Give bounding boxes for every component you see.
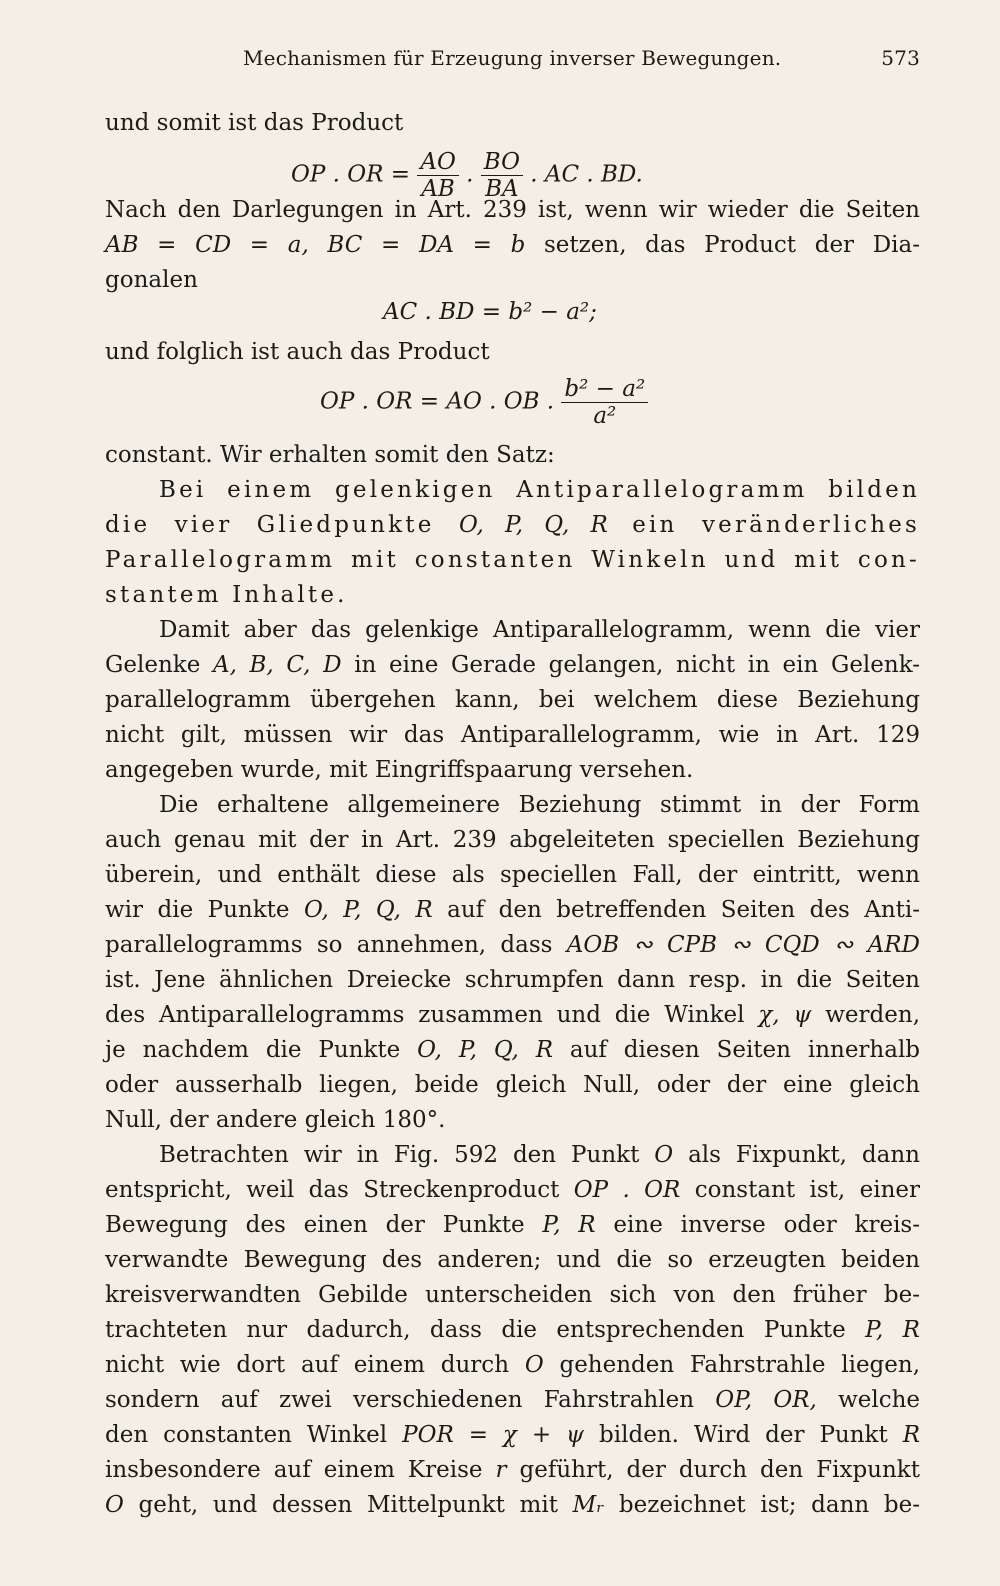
math-inline: O [654, 1142, 674, 1168]
text-line [105, 335, 920, 370]
text: geführt, der durch den Fixpunkt [519, 1457, 920, 1483]
text-line [105, 823, 920, 858]
text: als Fixpunkt, dann [688, 1142, 920, 1168]
text-line [105, 106, 920, 141]
text: wir die Punkte [105, 897, 290, 923]
book-page [105, 0, 920, 1586]
text: Gelenke [105, 652, 201, 678]
text-line [105, 1383, 920, 1418]
text-line [105, 683, 920, 718]
formula-part: . AC . BD. [530, 161, 643, 188]
math-inline: OP, OR, [715, 1387, 817, 1413]
text: die vier Gliedpunkte [105, 512, 435, 538]
text-line [105, 753, 920, 788]
math-inline: R [902, 1422, 921, 1448]
text: trachteten nur dadurch, dass die entsprechenden Punkte [105, 1317, 846, 1343]
text-line [105, 1208, 920, 1243]
text: werden, [825, 1002, 921, 1028]
text-line [105, 788, 920, 823]
text: des Antiparallelogramms zusammen und die Winkel [105, 1002, 745, 1028]
numerator: BO [481, 149, 523, 176]
text-line [105, 1068, 920, 1103]
text: parallelogramm übergehen kann, bei welchem diese Beziehung [105, 687, 920, 713]
text-line [105, 1243, 920, 1278]
text: Damit aber das gelenkige Antiparallelogramm, wenn die vier [159, 617, 920, 643]
text: stantem Inhalte. [105, 582, 348, 608]
text: ist. Jene ähnlichen Dreiecke schrumpfen dann resp. in die Seiten [105, 967, 920, 993]
formula-constant-product [105, 370, 920, 438]
math-inline: AOB ∾ CPB ∾ CQD ∾ ARD [566, 932, 920, 958]
text: oder ausserhalb liegen, beide gleich Null, oder der eine gleich [105, 1072, 920, 1098]
formula-diagonals [105, 293, 920, 335]
text-line [105, 438, 920, 473]
text-line [105, 648, 920, 683]
formula-part: . [466, 161, 481, 188]
text: Die erhaltene allgemeinere Beziehung stimmt in der Form [159, 792, 920, 818]
text-line [105, 1278, 920, 1313]
text: auch genau mit der in Art. 239 abgeleiteten speciellen Beziehung [105, 827, 920, 853]
denominator: a² [593, 403, 617, 429]
text: Null, der andere gleich 180°. [105, 1107, 446, 1133]
text: verwandte Bewegung des anderen; und die so erzeugten beiden [105, 1247, 920, 1273]
text-line [105, 893, 920, 928]
text-line [105, 998, 920, 1033]
text: insbesondere auf einem Kreise [105, 1457, 483, 1483]
text-line [105, 963, 920, 998]
header-title: Mechanismen für Erzeugung inverser Bewegungen. [243, 46, 782, 70]
formula-text: AC . BD = b² − a²; [383, 299, 597, 325]
theorem-line [105, 578, 920, 613]
text: nicht wie dort auf einem durch [105, 1352, 510, 1378]
text-line [105, 1488, 920, 1523]
text-line [105, 928, 920, 963]
text: Nach den Darlegungen in Art. 239 ist, wenn wir wieder die Seiten [105, 197, 920, 223]
fraction [481, 149, 523, 202]
text-line [105, 613, 920, 648]
fraction [561, 376, 648, 429]
text: welche [838, 1387, 921, 1413]
math-inline: POR = χ + ψ [402, 1422, 585, 1448]
text: sondern auf zwei verschiedenen Fahrstrahlen [105, 1387, 695, 1413]
math-inline: A, B, C, D [212, 652, 342, 678]
formula-part: OP . OR = [291, 161, 418, 188]
text: gehenden Fahrstrahle liegen, [559, 1352, 921, 1378]
text: setzen, das Product der Dia- [544, 232, 920, 258]
text: den constanten Winkel [105, 1422, 388, 1448]
theorem-line [105, 543, 920, 578]
text: eine inverse oder kreis- [613, 1212, 920, 1238]
text-line [105, 1418, 920, 1453]
text: constant ist, einer [694, 1177, 921, 1203]
text-line [105, 1033, 920, 1068]
math-inline: Mᵣ [572, 1492, 605, 1518]
math-inline: P, R [542, 1212, 596, 1238]
numerator: AO [417, 149, 458, 176]
text-line [105, 228, 920, 263]
page-body [105, 106, 920, 1523]
text: Bewegung des einen der Punkte [105, 1212, 525, 1238]
text-line [105, 718, 920, 753]
formula-part: OP . OR = AO . OB . [320, 388, 562, 415]
text: angegeben wurde, mit Eingriffspaarung versehen. [105, 757, 694, 783]
text-line [105, 1138, 920, 1173]
text: in eine Gerade gelangen, nicht in ein Gelenk- [354, 652, 921, 678]
math-inline: AB = CD = a, BC = DA = b [105, 232, 526, 258]
math-inline: r [495, 1457, 507, 1483]
text-line [105, 1313, 920, 1348]
page-number: 573 [881, 46, 920, 70]
theorem-line [105, 473, 920, 508]
text: Betrachten wir in Fig. 592 den Punkt [159, 1142, 640, 1168]
math-inline: O [524, 1352, 544, 1378]
text-line [105, 1103, 920, 1138]
text: gonalen [105, 267, 198, 293]
math-inline: O, P, Q, R [417, 1037, 554, 1063]
math-inline: OP . OR [573, 1177, 681, 1203]
formula-product-ratio [105, 141, 920, 202]
theorem-line [105, 508, 920, 543]
text: parallelogramms so annehmen, dass [105, 932, 553, 958]
text: bezeichnet ist; dann be- [618, 1492, 921, 1518]
text-line [105, 858, 920, 893]
text-line [105, 1453, 920, 1488]
text: constant. Wir erhalten somit den Satz: [105, 442, 555, 468]
text: auf den betreffenden Seiten des Anti- [447, 897, 921, 923]
text: nicht gilt, müssen wir das Antiparallelogramm, wie in Art. 129 [105, 722, 920, 748]
text-line [105, 1348, 920, 1383]
math-inline: χ, ψ [758, 1002, 812, 1028]
denominator: AB [421, 176, 455, 202]
text: geht, und dessen Mittelpunkt mit [138, 1492, 558, 1518]
text: überein, und enthält diese als speciellen Fall, der eintritt, wenn [105, 862, 920, 888]
text: ein veränderliches [632, 512, 921, 538]
text: je nachdem die Punkte [105, 1037, 401, 1063]
math-inline: O, P, Q, R [304, 897, 433, 923]
text: Bei einem gelenkigen Antiparallelogramm bilden [159, 477, 920, 503]
fraction [417, 149, 458, 202]
text: kreisverwandten Gebilde unterscheiden sich von den früher be- [105, 1282, 920, 1308]
text: und somit ist das Product [105, 110, 404, 136]
text: Parallelogramm mit constanten Winkeln und mit con- [105, 547, 920, 573]
math-inline: P, R [865, 1317, 920, 1343]
text-line [105, 263, 920, 293]
numerator: b² − a² [561, 376, 648, 403]
math-inline: O [105, 1492, 124, 1518]
denominator: BA [485, 176, 519, 202]
text-line [105, 1173, 920, 1208]
text: entspricht, weil das Streckenproduct [105, 1177, 560, 1203]
math-inline: O, P, Q, R [458, 512, 608, 538]
text: und folglich ist auch das Product [105, 339, 490, 365]
text: auf diesen Seiten innerhalb [569, 1037, 921, 1063]
text: bilden. Wird der Punkt [599, 1422, 888, 1448]
